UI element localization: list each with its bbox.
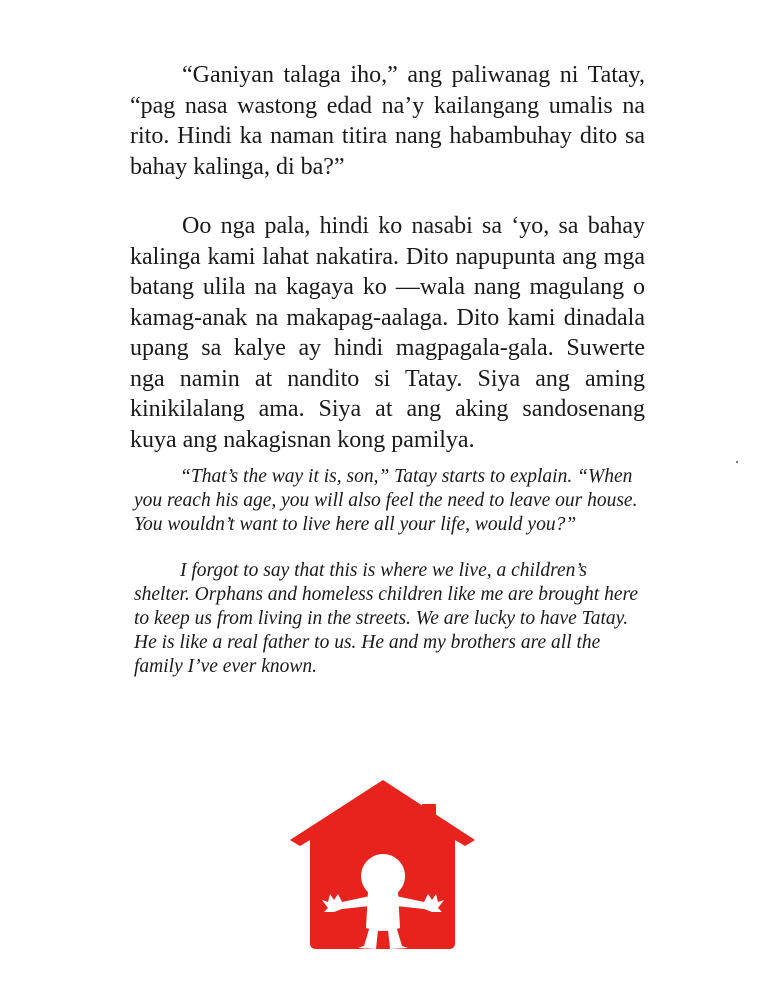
house-with-child-icon <box>290 778 476 953</box>
text-column <box>130 60 645 679</box>
english-paragraph-2: I forgot to say that this is where we live, a children’s shelter. Orphans and homeless children like me are brought here to keep us from living in the streets. We are lucky to have Tatay. He is like a real father to us. He and my brothers are all the family I’ve ever known. <box>134 560 639 677</box>
tagalog-paragraph-1: “Ganiyan talaga iho,” ang paliwanag ni Tatay, “pag nasa wastong edad na’y kailangang umalis na rito. Hindi ka naman titira nang habambuhay dito sa bahay kalinga, di ba?” <box>130 62 645 180</box>
paper-speck <box>736 461 738 463</box>
english-paragraph-1: “That’s the way it is, son,” Tatay starts to explain. “When you reach his age, you will also feel the need to leave our house. You wouldn’t want to live here all your life, would you?” <box>134 466 638 535</box>
english-translation <box>130 465 645 679</box>
tagalog-text <box>130 60 645 455</box>
tagalog-paragraph-2: Oo nga pala, hindi ko nasabi sa ‘yo, sa bahay kalinga kami lahat nakatira. Dito napupunta ang mga batang ulila na kagaya ko —wala nang magulang o kamag-anak na makapag-aalaga. Dito kami dinadala upang sa kalye ay hindi magpagala-gala. Suwerte nga namin at nandito si Tatay. Siya ang aming kinikilalang ama. Siya at ang aking sandosenang kuya ang nakagisnan kong pamilya. <box>130 213 645 453</box>
